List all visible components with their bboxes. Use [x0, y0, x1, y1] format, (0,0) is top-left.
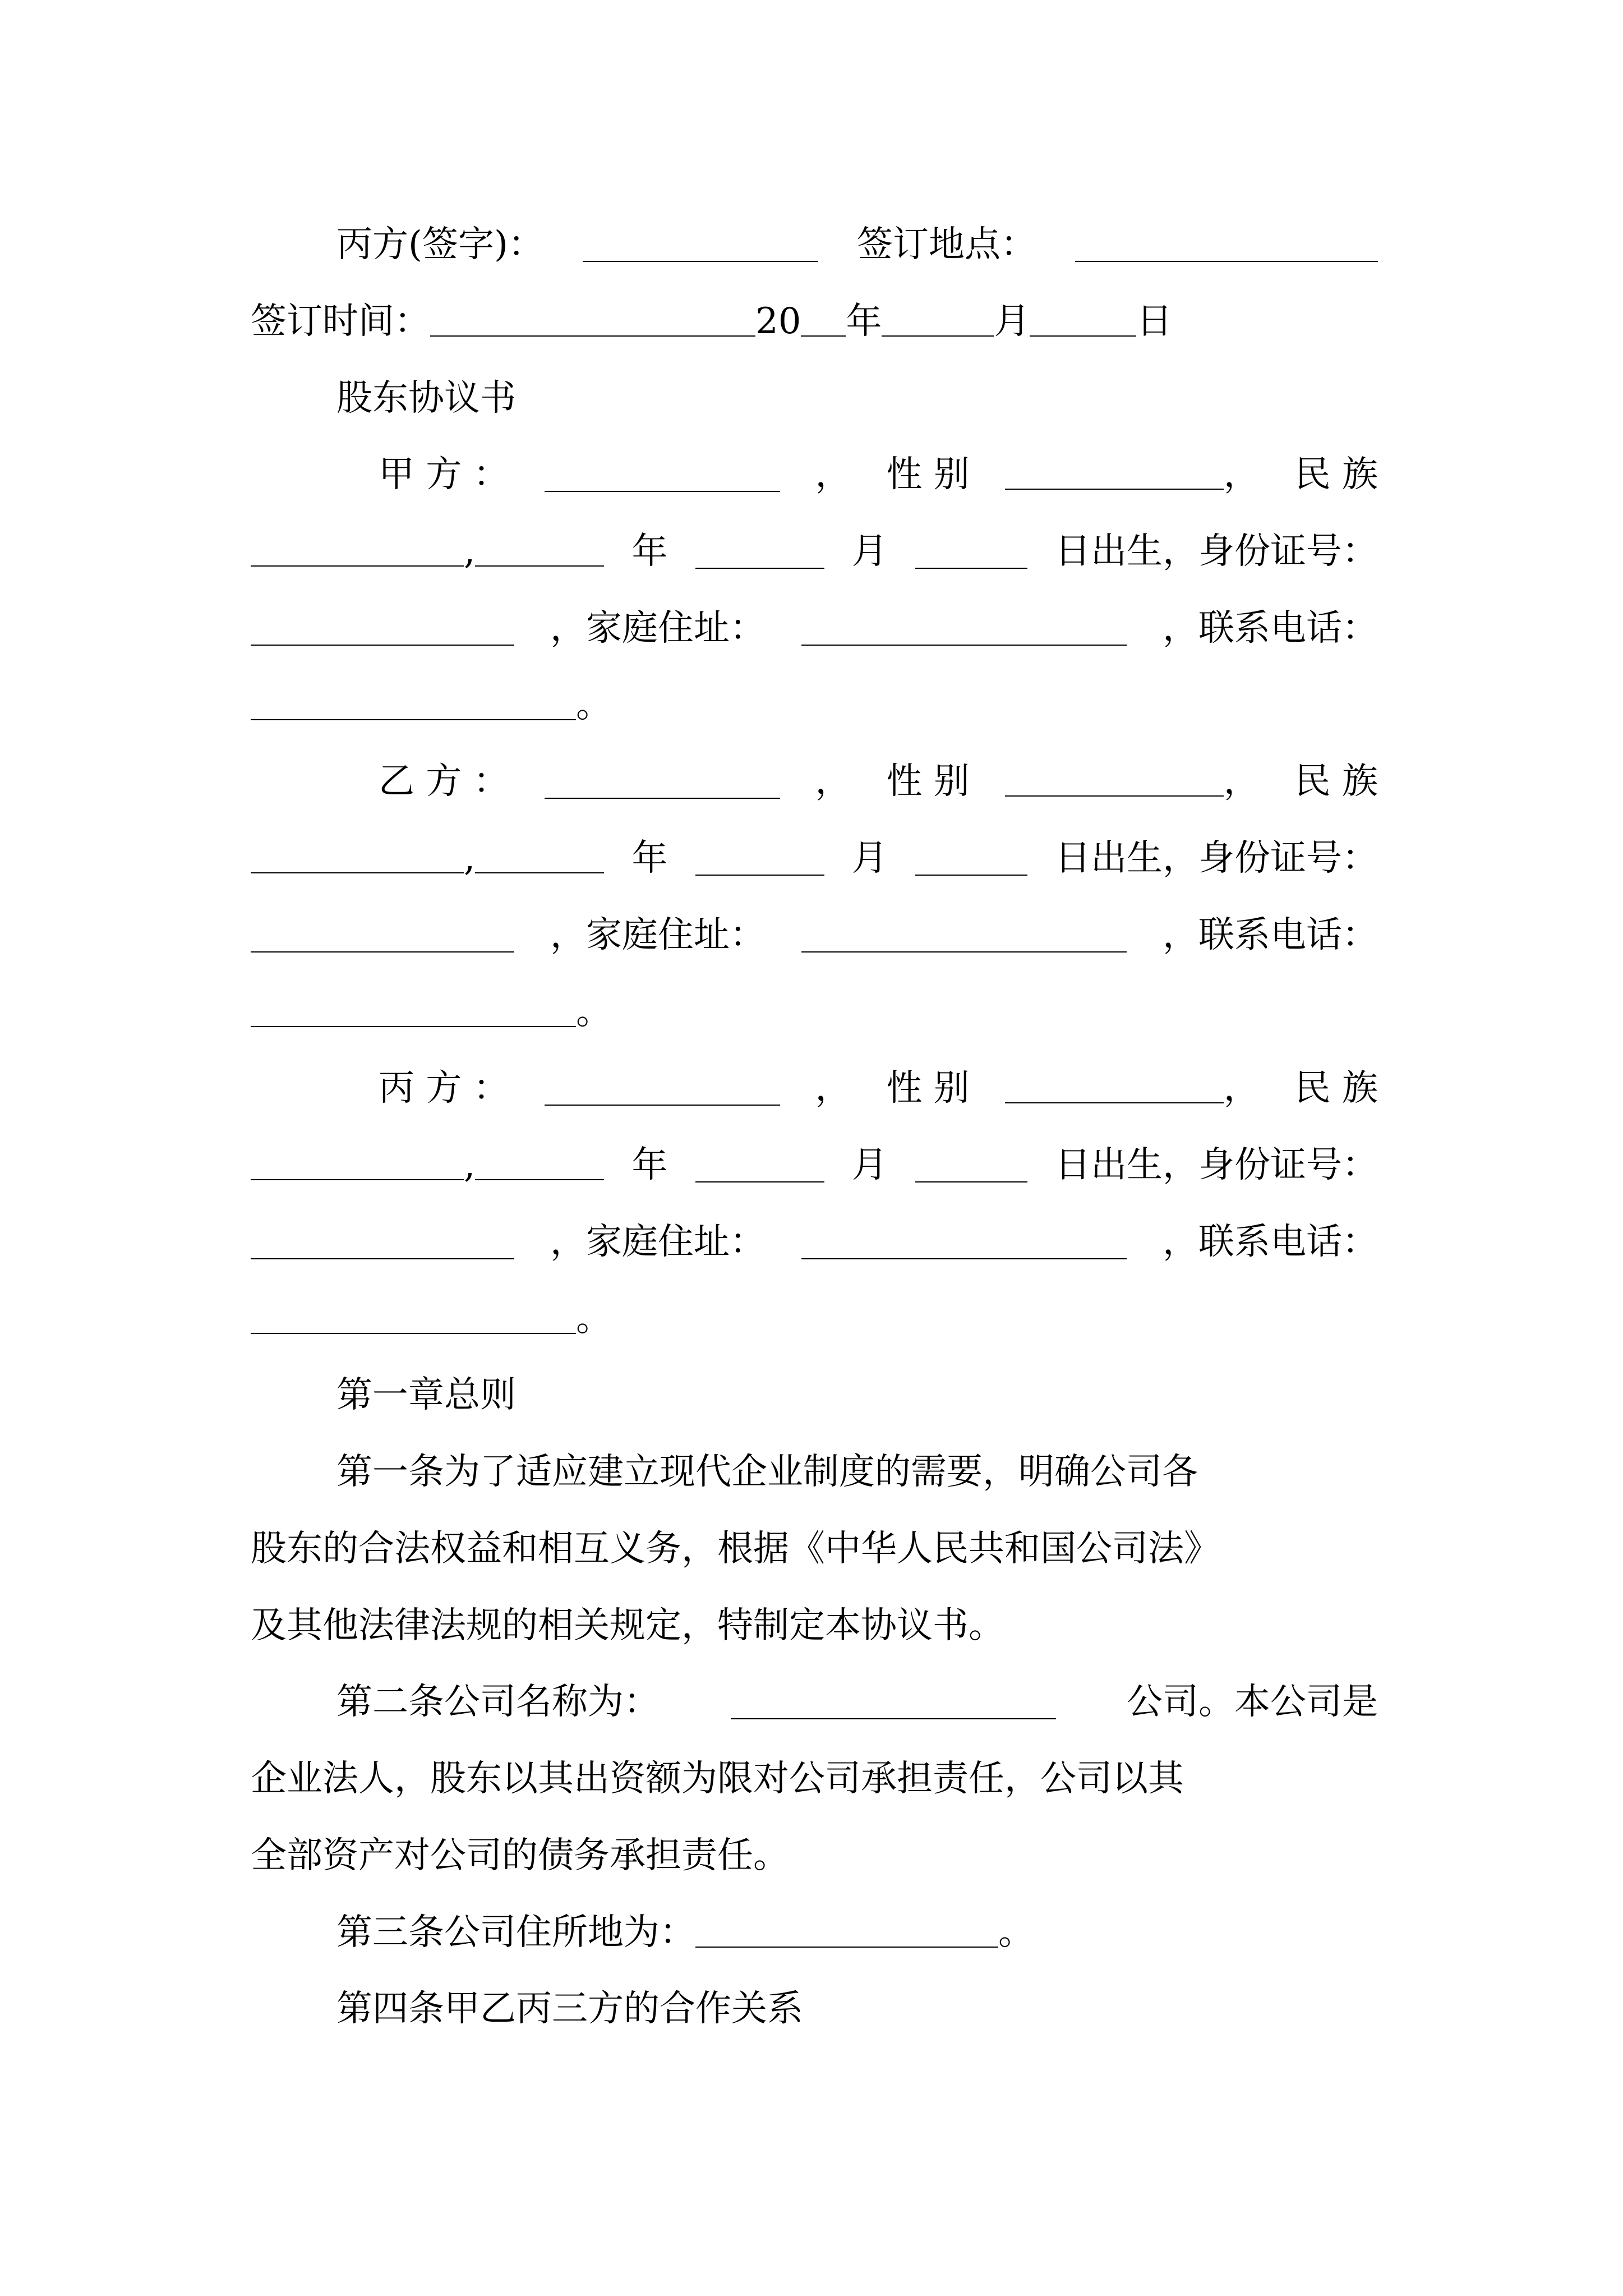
party-b-row-3 — [251, 896, 1378, 974]
party-c-name-blank — [545, 1071, 780, 1106]
birth-month-blank — [695, 534, 824, 569]
month-label: 月 — [851, 531, 888, 572]
party-a-row-4 — [251, 666, 1378, 744]
party-b-row-2 — [251, 819, 1378, 898]
gender-blank — [1005, 762, 1224, 797]
company-address-blank — [695, 1913, 998, 1948]
month-label: 月 — [851, 1144, 888, 1186]
birth-month-blank — [695, 1148, 824, 1182]
birth-day-blank — [915, 1148, 1027, 1182]
article-1-line-1: 第一条为了适应建立现代企业制度的需要，明确公司各 — [336, 1451, 1198, 1493]
ethnicity-label: 民 族 — [1294, 454, 1378, 495]
signing-time-label: 签订时间： — [251, 301, 430, 342]
phone-blank — [251, 1299, 576, 1334]
signing-place-blank — [1075, 227, 1378, 262]
party-a-label: 甲 方 ： — [379, 454, 509, 495]
article-4-line: 第四条甲乙丙三方的合作关系 — [336, 1988, 803, 2030]
year-label: 年 — [631, 1144, 668, 1186]
birth-id-label: 日出生，身份证号： — [1054, 531, 1378, 572]
phone-blank — [251, 992, 576, 1027]
month-label: 月 — [851, 838, 888, 879]
party-b-row-1 — [379, 742, 1378, 821]
address-blank — [801, 918, 1127, 953]
birth-day-blank — [915, 534, 1027, 569]
comma: , — [464, 531, 476, 572]
gender-blank — [1005, 1069, 1224, 1103]
address-label: ，家庭住址： — [550, 608, 766, 649]
party-b-row-4 — [251, 973, 1378, 1051]
year-label: 年 — [631, 531, 668, 572]
birth-year-blank — [475, 1145, 604, 1180]
address-label: ，家庭住址： — [550, 914, 766, 956]
birth-id-label: 日出生，身份证号： — [1054, 1144, 1378, 1186]
comma: ， — [1223, 454, 1260, 495]
period: 。 — [998, 1912, 1034, 1953]
signing-month-label: 月 — [994, 301, 1030, 342]
party-a-row-1 — [379, 435, 1378, 514]
party-a-name-blank — [545, 457, 780, 492]
comma: ， — [1223, 761, 1260, 802]
company-name-blank — [731, 1685, 1056, 1719]
article-2-continued: 公司。本公司是 — [1127, 1681, 1378, 1723]
doc-title: 股东协议书 — [336, 378, 516, 419]
comma: ， — [1223, 1068, 1260, 1109]
birth-year-blank — [475, 839, 604, 873]
comma: ， — [815, 454, 851, 495]
signing-time-blank — [430, 302, 755, 337]
ethnicity-label: 民 族 — [1294, 1068, 1378, 1109]
article-2-line-2: 企业法人，股东以其出资额为限对公司承担责任，公司以其 — [251, 1758, 1184, 1800]
signing-month-blank — [882, 302, 994, 337]
signing-year-label: 年 — [846, 301, 882, 342]
birth-month-blank — [695, 841, 824, 876]
period: 。 — [576, 1298, 612, 1340]
id-number-blank — [251, 1225, 514, 1259]
gender-blank — [1005, 455, 1224, 490]
signing-year-blank — [801, 302, 846, 337]
signing-place-label: 签订地点： — [856, 224, 1036, 265]
party-b-name-blank — [545, 764, 780, 799]
party-c-row-4 — [251, 1280, 1378, 1358]
article-1-line-3: 及其他法律法规的相关规定，特制定本协议书。 — [251, 1605, 1004, 1646]
comma: ， — [815, 1068, 851, 1109]
article-2-line-3: 全部资产对公司的债务承担责任。 — [251, 1835, 789, 1876]
party-c-row-3 — [251, 1203, 1378, 1281]
party-c-sign-label: 丙方(签字)： — [336, 224, 544, 265]
phone-label: ，联系电话： — [1163, 1221, 1378, 1263]
party-c-sign-blank — [583, 227, 818, 262]
comma: , — [464, 838, 476, 879]
gender-label: 性 别 — [886, 454, 970, 495]
phone-label: ，联系电话： — [1163, 608, 1378, 649]
article-2-label: 第二条公司名称为： — [336, 1681, 660, 1723]
ethnicity-blank — [251, 839, 464, 873]
address-blank — [801, 611, 1127, 646]
id-number-blank — [251, 611, 514, 646]
period: 。 — [576, 991, 612, 1033]
chapter-title: 第一章总则 — [336, 1374, 516, 1416]
article-3-line — [336, 1893, 1378, 1972]
party-a-row-3 — [251, 589, 1378, 668]
article-2-line-1 — [336, 1663, 1378, 1741]
gender-label: 性 别 — [886, 1068, 970, 1109]
birth-id-label: 日出生，身份证号： — [1054, 838, 1378, 879]
comma: , — [464, 1144, 476, 1186]
birth-year-blank — [475, 532, 604, 567]
signing-row-party-c — [336, 205, 1378, 284]
year-label: 年 — [631, 838, 668, 879]
comma: ， — [815, 761, 851, 802]
party-a-row-2 — [251, 512, 1378, 591]
signing-day-blank — [1030, 302, 1136, 337]
address-blank — [801, 1225, 1127, 1259]
signing-day-label: 日 — [1136, 301, 1173, 342]
ethnicity-blank — [251, 532, 464, 567]
party-b-label: 乙 方 ： — [379, 761, 509, 802]
party-c-label: 丙 方 ： — [379, 1068, 509, 1109]
signing-time-row — [251, 282, 1378, 361]
phone-label: ，联系电话： — [1163, 914, 1378, 956]
phone-blank — [251, 685, 576, 720]
birth-day-blank — [915, 841, 1027, 876]
article-1-line-2: 股东的合法权益和相互义务，根据《中华人民共和国公司法》 — [251, 1528, 1220, 1570]
period: 。 — [576, 684, 612, 726]
article-3-label: 第三条公司住所地为： — [336, 1912, 695, 1953]
ethnicity-blank — [251, 1145, 464, 1180]
party-c-row-1 — [379, 1049, 1378, 1128]
signing-year-prefix: 20 — [755, 301, 801, 342]
ethnicity-label: 民 族 — [1294, 761, 1378, 802]
party-c-row-2 — [251, 1126, 1378, 1204]
address-label: ，家庭住址： — [550, 1221, 766, 1263]
gender-label: 性 别 — [886, 761, 970, 802]
id-number-blank — [251, 918, 514, 953]
